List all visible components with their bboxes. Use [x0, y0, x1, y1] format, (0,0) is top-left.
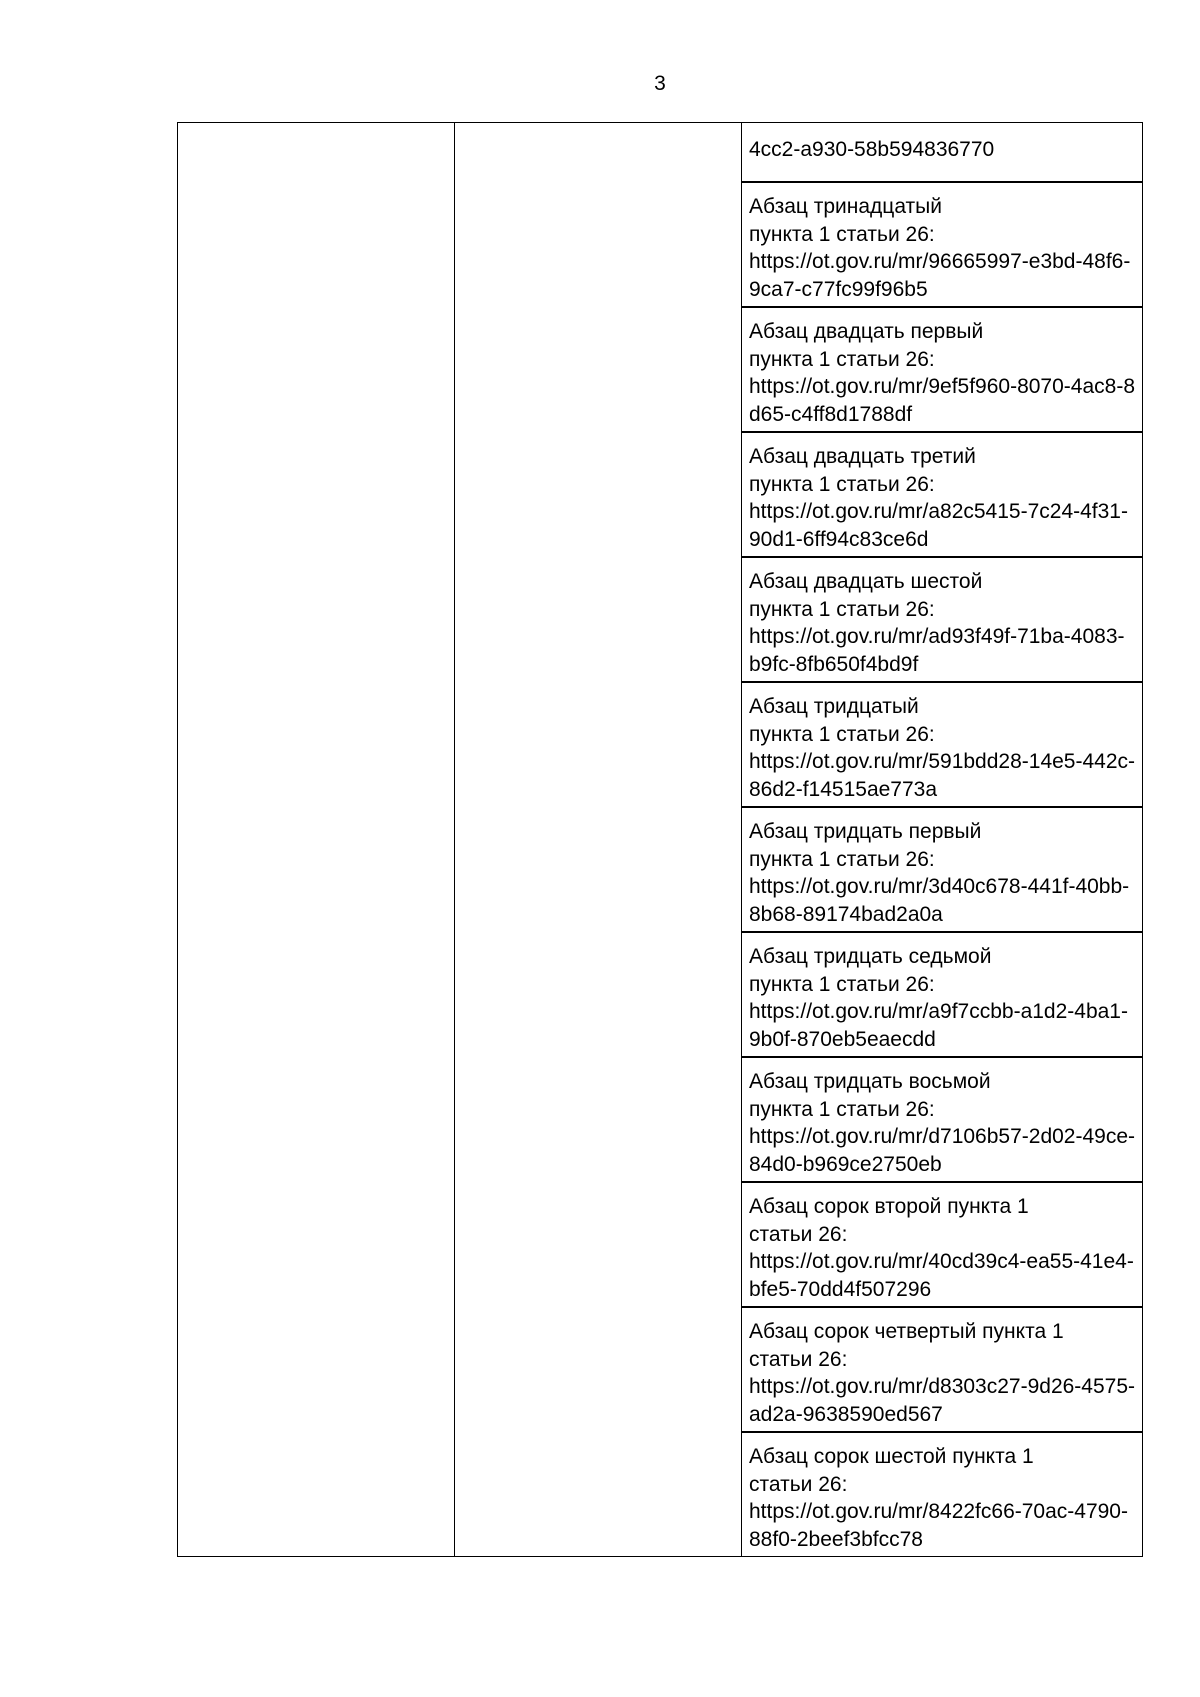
paragraph-location: статьи 26: [749, 1222, 848, 1246]
reference-url: https://ot.gov.ru/mr/d8303c27-9d26-4575-ad2a-9638590ed567 [749, 1375, 1136, 1426]
reference-cell [742, 1432, 1143, 1557]
reference-url: https://ot.gov.ru/mr/8422fc66-70ac-4790-88f0-2beef3bfcc78 [749, 1500, 1128, 1551]
paragraph-heading: Абзац сорок второй пункта 1 [749, 1195, 1029, 1218]
reference-cell-content [742, 1433, 1142, 1556]
reference-url: https://ot.gov.ru/mr/ad93f49f-71ba-4083-b9fc-8fb650f4bd9f [749, 625, 1125, 676]
paragraph-location: пункта 1 статьи 26: [749, 222, 935, 246]
paragraph-heading: Абзац тридцать седьмой [749, 945, 992, 968]
reference-url: https://ot.gov.ru/mr/591bdd28-14e5-442c-86d2-f14515ae773a [749, 750, 1136, 801]
paragraph-location: пункта 1 статьи 26: [749, 972, 935, 996]
reference-cell [742, 432, 1143, 557]
reference-cell-content [742, 183, 1142, 306]
reference-url: https://ot.gov.ru/mr/96665997-e3bd-48f6-9ca7-c77fc99f96b5 [749, 250, 1131, 301]
reference-cell-content [742, 1058, 1142, 1181]
paragraph-heading: Абзац сорок шестой пункта 1 [749, 1445, 1034, 1468]
paragraph-heading: Абзац двадцать шестой [749, 570, 983, 593]
paragraph-location: пункта 1 статьи 26: [749, 847, 935, 871]
reference-url: https://ot.gov.ru/mr/3d40c678-441f-40bb-8b68-89174bad2a0a [749, 875, 1130, 926]
paragraph-heading: Абзац тридцать восьмой [749, 1070, 991, 1093]
reference-cell-content [742, 683, 1142, 806]
reference-cell [742, 807, 1143, 932]
paragraph-heading: Абзац тринадцатый [749, 195, 942, 218]
reference-url: https://ot.gov.ru/mr/a82c5415-7c24-4f31-90d1-6ff94c83ce6d [749, 500, 1128, 551]
reference-cell-content [742, 1308, 1142, 1431]
reference-cell [742, 307, 1143, 432]
paragraph-heading: Абзац двадцать третий [749, 445, 976, 468]
reference-cell-content [742, 558, 1142, 681]
paragraph-location: пункта 1 статьи 26: [749, 1097, 935, 1121]
reference-cell [742, 932, 1143, 1057]
paragraph-heading: Абзац тридцать первый [749, 820, 982, 843]
reference-cell-content [742, 123, 1142, 181]
table-body [178, 123, 1143, 1557]
reference-cell [742, 557, 1143, 682]
paragraph-location: статьи 26: [749, 1347, 848, 1371]
page-number: 3 [654, 72, 666, 95]
reference-cell [742, 123, 1143, 183]
reference-table [177, 122, 1143, 1557]
paragraph-heading: Абзац тридцатый [749, 695, 919, 718]
reference-cell [742, 1182, 1143, 1307]
reference-url: https://ot.gov.ru/mr/9ef5f960-8070-4ac8-8d65-c4ff8d1788df [749, 375, 1135, 426]
reference-cell-content [742, 808, 1142, 931]
empty-cell-col-1 [178, 123, 455, 1557]
paragraph-location: пункта 1 статьи 26: [749, 347, 935, 371]
reference-url: 4cc2-a930-58b594836770 [749, 138, 995, 161]
paragraph-heading: Абзац двадцать первый [749, 320, 984, 343]
paragraph-location: статьи 26: [749, 1472, 848, 1496]
table-row [178, 123, 1143, 183]
reference-url: https://ot.gov.ru/mr/40cd39c4-ea55-41e4-bfe5-70dd4f507296 [749, 1250, 1134, 1301]
reference-url: https://ot.gov.ru/mr/a9f7ccbb-a1d2-4ba1-9b0f-870eb5eaecdd [749, 1000, 1128, 1051]
empty-cell-col-2 [455, 123, 742, 1557]
reference-cell-content [742, 433, 1142, 556]
reference-url: https://ot.gov.ru/mr/d7106b57-2d02-49ce-84d0-b969ce2750eb [749, 1125, 1136, 1176]
reference-cell [742, 1307, 1143, 1432]
reference-cell [742, 682, 1143, 807]
reference-cell [742, 1057, 1143, 1182]
paragraph-location: пункта 1 статьи 26: [749, 472, 935, 496]
reference-cell-content [742, 1183, 1142, 1306]
reference-cell [742, 182, 1143, 307]
paragraph-location: пункта 1 статьи 26: [749, 597, 935, 621]
paragraph-location: пункта 1 статьи 26: [749, 722, 935, 746]
reference-cell-content [742, 308, 1142, 431]
reference-cell-content [742, 933, 1142, 1056]
paragraph-heading: Абзац сорок четвертый пункта 1 [749, 1320, 1064, 1343]
